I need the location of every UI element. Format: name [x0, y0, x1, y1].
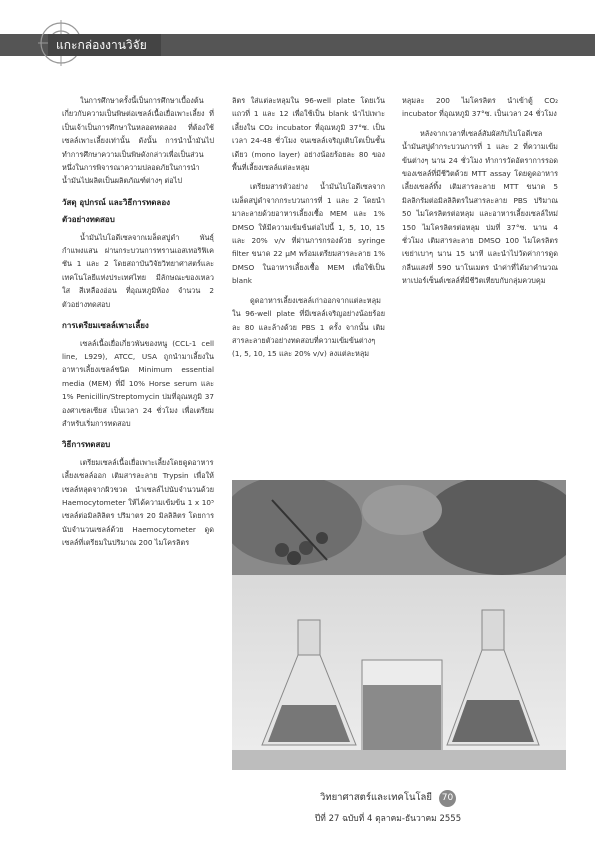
page-number: 70	[439, 790, 456, 807]
journal-name: วิทยาศาสตร์และเทคโนโลยี	[320, 792, 432, 803]
column-3	[402, 94, 558, 294]
cell-paragraph: เซลล์เนื้อเยื่อเกี่ยวพันของหนู (CCL-1 cell line, L929), ATCC, USA ถูกนำมาเลี้ยงในอาหารเลี้ยงเซลล์ชนิด Minimum essential media (MEM) ที่มี 10% Horse serum และ 1% Penicillin/Streptomycin บ่มที่อุณหภูมิ 37 องศาเซลเซียส เป็นเวลา 24 ชั่วโมง เพื่อเตรียมสำหรับเริ่มการทดสอบ	[62, 338, 214, 428]
heading-samples: ตัวอย่างทดสอบ	[62, 215, 115, 225]
heading-method: วิธีการทดสอบ	[62, 440, 111, 450]
issue-info: ปีที่ 27 ฉบับที่ 4 ตุลาคม-ธันวาคม 2555	[314, 814, 462, 824]
jatropha-oil-flasks-photo	[232, 480, 566, 770]
col3-paragraph-1: หลุมละ 200 ไมโครลิตร นำเข้าตู้ CO₂ incubator ที่อุณหภูมิ 37°ซ. เป็นเวลา 24 ชั่วโมง	[402, 96, 558, 119]
section-label: แกะกล่องงานวิจัย	[48, 34, 161, 56]
column-2	[232, 94, 385, 367]
intro-paragraph: ในการศึกษาครั้งนี้เป็นการศึกษาเบื้องต้นเกี่ยวกับความเป็นพิษต่อเซลล์เนื้อเยื่อเพาะเลี้ยง ที่เป็นเจ้าเป็นการศึกษาในหลอดทดลอง ที่ต้องใช้เซลล์เพาะเลี้ยงเท่านั้น ดังนั้น การนำน้ำมันไปทำการศึกษาความเป็นพิษดังกล่าวเพื่อเป็นส่วนหนึ่งในการพิจารณาความปลอดภัยในการนำน้ำมันไปผลิตเป็นผลิตภัณฑ์ต่างๆ ต่อไป	[62, 96, 214, 186]
col2-paragraph-3: ดูดอาหารเลี้ยงเซลล์เก่าออกจากแต่ละหลุมใน 96-well plate ที่มีเซลล์เจริญอย่างน้อยร้อยละ 80 และล้างด้วย PBS 1 ครั้ง จากนั้น เติมสารละลายตัวอย่างทดสอบที่ความเข้มข้นต่างๆ (1, 5, 10, 15 และ 20% v/v) ลงแต่ละหลุม	[232, 295, 385, 359]
heading-cell-prep: การเตรียมเซลล์เพาะเลี้ยง	[62, 321, 149, 331]
samples-paragraph: น้ำมันไบโอดีเซลจากเมล็ดสบู่ดำ พันธุ์กำแพงแสน ผ่านกระบวนการทรานเอสเทอริฟิเคชัน 1 และ 2 โดยสถาบันวิจัยวิทยาศาสตร์และเทคโนโลยีแห่งประเทศไทย มีลักษณะของเหลวใส สีเหลืองอ่อน ที่อุณหภูมิห้อง จำนวน 2 ตัวอย่างทดสอบ	[62, 232, 214, 309]
col3-paragraph-2: หลังจากเวลาที่เซลล์สัมผัสกับไบโอดีเซลน้ำมันสบู่ดำกระบวนการที่ 1 และ 2 ที่ความเข้มข้นต่างๆ นาน 24 ชั่วโมง ทำการวัดอัตราการรอดของเซลล์ที่มีชีวิตด้วย MTT assay โดยดูดอาหารเลี้ยงเซลล์ทิ้ง เติมสารละลาย MTT ขนาด 5 มิลลิกรัมต่อมิลลิลิตรในสารละลาย PBS ปริมาณ 50 ไมโครลิตรต่อหลุม และอาหารเลี้ยงเซลล์ใหม่ 150 ไมโครลิตรต่อหลุม บ่มที่ 37°ซ. นาน 4 ชั่วโมง เติมสารละลาย DMSO 100 ไมโครลิตร เขย่าเบาๆ นาน 15 นาที และนำไปวัดค่าการดูดกลืนแสงที่ 590 นาโนเมตร นำค่าที่ได้มาคำนวณหาเปอร์เซ็นต์เซลล์ที่มีชีวิตเทียบกับกลุ่มควบคุม	[402, 128, 558, 286]
col2-paragraph-1: ลิตร ใส่แต่ละหลุมใน 96-well plate โดยเว้นแถวที่ 1 และ 12 เพื่อใช้เป็น blank นำไปเพาะเลี้ยงใน CO₂ incubator ที่อุณหภูมิ 37°ซ. เป็นเวลา 24-48 ชั่วโมง จนเซลล์เจริญเติบโตเป็นชั้นเดียว (mono layer) อย่างน้อยร้อยละ 80 ของพื้นที่เลี้ยงเซลล์แต่ละหลุม	[232, 96, 385, 173]
page-footer	[238, 790, 538, 825]
column-1	[62, 94, 214, 556]
method-paragraph: เตรียมเซลล์เนื้อเยื่อเพาะเลี้ยงโดยดูดอาหารเลี้ยงเซลล์ออก เติมสารละลาย Trypsin เพื่อให้เซลล์หลุดจากผิวขวด นำเซลล์ไปนับจำนวนด้วย Haemocytometer ให้ได้ความเข้มข้น 1 x 10⁵ เซลล์ต่อมิลลิลิตร ปริมาตร 20 มิลลิลิตร โดยการนับจำนวนเซลล์ด้วย Haemocytometer ดูดเซลล์ที่เตรียมในปริมาณ 200 ไมโครลิตร	[62, 457, 214, 548]
col2-paragraph-2: เตรียมสารตัวอย่าง น้ำมันไบโอดีเซลจากเมล็ดสบู่ดำจากกระบวนการที่ 1 และ 2 โดยนำมาละลายด้วยอาหารเลี้ยงเชื้อ MEM และ 1% DMSO ให้มีความเข้มข้นต่อไปนี้ 1, 5, 10, 15 และ 20% v/v ที่ผ่านการกรองด้วย syringe filter ขนาด 22 μM พร้อมเตรียมสารละลาย 1% DMSO ในอาหารเลี้ยงเชื้อ MEM เพื่อใช้เป็น blank	[232, 182, 385, 286]
heading-materials: วัสดุ อุปกรณ์ และวิธีการทดลอง	[62, 197, 171, 207]
